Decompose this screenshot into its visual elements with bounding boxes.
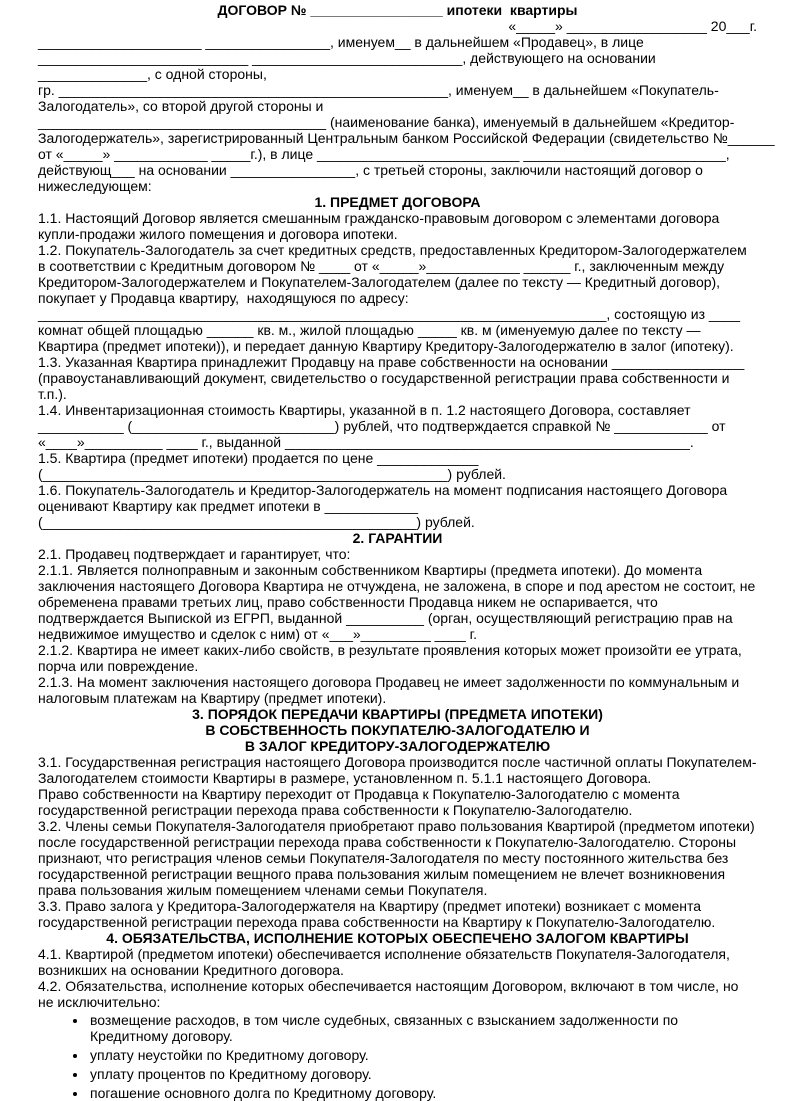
bullet-item: • уплату процентов по Кредитному договору. <box>88 1066 757 1082</box>
preamble-line: гр. __________________________________________________, именуем__ в дальнейшем «Покупатель- <box>38 82 719 98</box>
paragraph-3-3: 3.3. Право залога у Кредитора-Залогодержателя на Квартиру (предмет ипотеки) возникает с момента государственной регистрации перехода права собственности на Квартиру к Покупателю-Залогодателю. <box>38 898 716 930</box>
paragraph-2-1-1: 2.1.1. Является полноправным и законным собственником Квартиры (предмета ипотеки). До момента заключения настоящего Договора Квартира не отчуждена, не заложена, в споре и под арестом не состоит, не обременена правами третьих лиц, право собственности Продавца никем не оспаривается, что подтверждается Выпиской из ЕГРП, выданной __________ (орган, осуществляющий регистрацию прав на недвижимое имущество и сделок с ним) от «___»_________ ____ г. <box>38 562 760 642</box>
preamble-line: _____________________________________ (наименование банка), именуемый в дальнейшем «Кредитор- <box>38 114 735 130</box>
paragraph-2-1-3: 2.1.3. На момент заключения настоящего договора Продавец не имеет задолженности по коммунальным и налоговым платежам на Квартиру (предмет ипотеки). <box>38 674 744 706</box>
paragraph-4-2: 4.2. Обязательства, исполнение которых обеспечивается настоящим Договором, включают в том числе, но не исключительно: <box>38 978 743 1010</box>
paragraph-1-1: 1.1. Настоящий Договор является смешанным гражданско-правовым договором с элементами договора купли-продажи жилого помещения и договора ипотеки. <box>38 210 724 242</box>
preamble-line: ___________________________ ___________________________, действующего на основании <box>38 50 656 66</box>
paragraph-2-1-2: 2.1.2. Квартира не имеет каких-либо свойств, в результате проявления которых может произойти ее утрата, порча или повреждение. <box>38 642 746 674</box>
section-heading: 2. ГАРАНТИИ <box>352 530 443 546</box>
paragraph-1-2: 1.2. Покупатель-Залогодатель за счет кредитных средств, предоставленных Кредитором-Залогодержателем в соответствии с Кредитным договором № ____ от «_____»____________ ______ г., заключенным между Кредитором-Залогодержателем и Покупателем-Залогодателем (далее по тексту — Кредитный договор), покупает у Продавца квартиру, находящуюся по адресу: _________________________________________________________________________, состоящую из ____ комнат общей площадью ______ кв. м., жилой площадью _____ кв. м (именуемую далее по тексту — Квартира (предмет ипотеки)), и передает данную Квартиру Кредитору-Залогодержателю в залог (ипотеку). <box>38 242 751 354</box>
document-title: ДОГОВОР № _________________ ипотеки квартиры <box>217 2 578 18</box>
preamble-line: действующ___ на основании ________________, с третьей стороны, заключили настоящий договор о <box>38 162 703 178</box>
section-heading-line: В СОБСТВЕННОСТЬ ПОКУПАТЕЛЮ-ЗАЛОГОДАТЕЛЮ И <box>205 722 590 738</box>
preamble-line: нижеследующем: <box>38 178 152 194</box>
section-obligations <box>38 930 757 1101</box>
obligations-bullet-list <box>38 1012 757 1101</box>
date-line: «_____» __________________ 20___г. <box>508 18 757 34</box>
section-heading: 1. ПРЕДМЕТ ДОГОВОРА <box>314 194 481 210</box>
preamble-line: Залогодатель», со второй другой стороны и <box>38 98 324 114</box>
preamble-line: Залогодержатель», зарегистрированный Центральным банком Российской Федерации (свидетельство №______ <box>38 130 775 146</box>
preamble-block <box>38 34 775 194</box>
section-guarantees <box>38 530 760 706</box>
preamble-line: ______________, с одной стороны, <box>38 66 267 82</box>
bullet-item: • возмещение расходов, в том числе судебных, связанных с взысканием задолженности по Кредитному договору. <box>88 1012 757 1044</box>
section-heading: 4. ОБЯЗАТЕЛЬСТВА, ИСПОЛНЕНИЕ КОТОРЫХ ОБЕСПЕЧЕНО ЗАЛОГОМ КВАРТИРЫ <box>106 930 689 946</box>
bullet-item: • уплату неустойки по Кредитному договору. <box>88 1047 757 1063</box>
paragraph-4-1: 4.1. Квартирой (предметом ипотеки) обеспечивается исполнение обязательств Покупателя-Залогодателя, возникших на основании Кредитного договора. <box>38 946 734 978</box>
paragraph-1-5: 1.5. Квартира (предмет ипотеки) продается по цене _____________ (____________________________________________________) рублей. <box>38 450 506 482</box>
section-heading-line: В ЗАЛОГ КРЕДИТОРУ-ЗАЛОГОДЕРЖАТЕЛЮ <box>244 738 551 754</box>
section-subject <box>38 194 757 530</box>
paragraph-1-4: 1.4. Инвентаризационная стоимость Квартиры, указанной в п. 1.2 настоящего Договора, составляет ___________ (__________________________) рублей, что подтверждается справкой № ____________ от «____»__________ ____ г., выданной ____________________________________________________. <box>38 402 730 450</box>
paragraph-2-1: 2.1. Продавец подтверждает и гарантирует, что: <box>38 546 351 562</box>
section-heading-line: 3. ПОРЯДОК ПЕРЕДАЧИ КВАРТИРЫ (ПРЕДМЕТА ИПОТЕКИ) <box>192 706 603 722</box>
paragraph-1-6: 1.6. Покупатель-Залогодатель и Кредитор-Залогодержатель на момент подписания настоящего Договора оценивают Квартиру как предмет ипотеки в ____________ (________________________________________________) рублей. <box>38 482 732 530</box>
paragraph-3-1b: Право собственности на Квартиру переходит от Продавца к Покупателю-Залогодателю с момента государственной регистрации перехода права собственности к Покупателю-Залогодателю. <box>38 786 684 818</box>
paragraph-1-3: 1.3. Указанная Квартира принадлежит Продавцу на праве собственности на основании _________________ (правоустанавливающий документ, свидетельство о государственной регистрации права собственности и т.п.). <box>38 354 749 402</box>
paragraph-3-1: 3.1. Государственная регистрация настоящего Договора производится после частичной оплаты Покупателем-Залогодателем стоимости Квартиры в размере, установленном п. 5.1.1 настоящего Договора. <box>38 754 757 786</box>
preamble-line: от «_____» ____________ _____г.), в лице __________________________ __________________________, <box>38 146 730 162</box>
preamble-line: _____________________ ________________, именуем__ в дальнейшем «Продавец», в лице <box>38 34 644 50</box>
paragraph-3-2: 3.2. Члены семьи Покупателя-Залогодателя приобретают право пользования Квартирой (предметом ипотеки) после государственной регистрации перехода права собственности к Покупателю-Залогодателю. Стороны признают, что регистрация членов семьи Покупателя-Залогодателя по месту постоянного жительства без государственной регистрации вещного права пользования жилым помещением не влечет возникновения права пользования жилым помещением членами семьи Покупателя. <box>38 818 759 898</box>
section-transfer <box>38 706 757 930</box>
bullet-item: • погашение основного долга по Кредитному договору. <box>88 1085 757 1101</box>
